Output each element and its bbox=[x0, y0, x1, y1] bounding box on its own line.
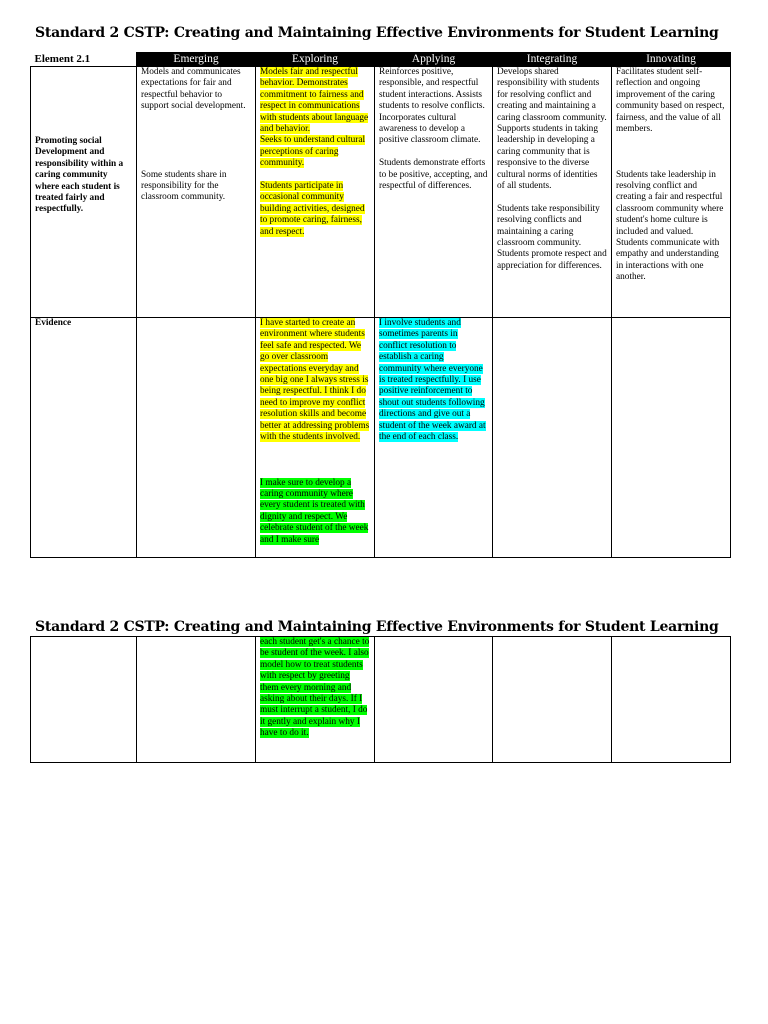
rubric-table bbox=[30, 52, 731, 558]
evidence-applying: I involve students and sometimes parents in conflict resolution to establish a caring community where everyone is treated respectfully. I use positive reinforcement to shout out students following directions and give out a student of the week award at the end of each class. bbox=[379, 318, 486, 443]
evidence-applying-cell bbox=[375, 318, 493, 558]
exploring-text-2: Seeks to understand cultural perceptions of caring community. bbox=[260, 135, 366, 169]
column-emerging: Emerging bbox=[137, 53, 256, 67]
cont-exploring-cell bbox=[256, 637, 375, 763]
integrating-cell bbox=[493, 67, 612, 318]
cont-stub-cell bbox=[31, 637, 137, 763]
emerging-cell bbox=[137, 67, 256, 318]
emerging-text-1: Models and communicates expectations for fair and respectful behavior to support social development. bbox=[141, 67, 246, 112]
continuation-row bbox=[31, 637, 731, 763]
element-label: Element 2.1 bbox=[31, 53, 137, 67]
applying-text-3: Students demonstrate efforts to be positive, accepting, and respectful of differences. bbox=[379, 158, 488, 192]
column-integrating: Integrating bbox=[493, 53, 612, 67]
column-innovating: Innovating bbox=[612, 53, 731, 67]
applying-text-1: Reinforces positive, responsible, and respectful student interactions. Assists students to resolve conflicts. bbox=[379, 67, 485, 112]
element-description: Promoting social Development and responsibility within a caring community where each student is treated fairly and respectfully. bbox=[35, 136, 124, 215]
applying-text-2: Incorporates cultural awareness to develop a positive classroom climate. bbox=[379, 112, 481, 146]
header-row bbox=[31, 53, 731, 67]
exploring-text-1: Models fair and respectful behavior. Demonstrates commitment to fairness and respect in communications with students about language and behavior. bbox=[260, 67, 369, 135]
exploring-text-3: Students participate in occasional community building activities, designed to promote caring, fairness, and respect. bbox=[260, 181, 365, 237]
integrating-text-1: Develops shared responsibility with students for resolving conflict and creating and maintaining a caring classroom community. bbox=[497, 67, 607, 123]
evidence-innovating-cell bbox=[612, 318, 731, 558]
integrating-text-3: Students take responsibility resolving conflicts and maintaining a caring classroom community. Students promote respect and appreciation for differences. bbox=[497, 203, 607, 271]
continuation-text: each student get's a chance to be student of the week. I also model how to treat students with respect by greeting them every morning and asking about their days. If I must interrupt a student, I do it gently and explain why I have to do it. bbox=[260, 637, 370, 739]
cont-applying-cell bbox=[375, 637, 493, 763]
cont-integrating-cell bbox=[493, 637, 612, 763]
applying-cell bbox=[375, 67, 493, 318]
continuation-title: Standard 2 CSTP: Creating and Maintaining Effective Environments for Student Learning bbox=[35, 619, 719, 635]
evidence-integrating-cell bbox=[493, 318, 612, 558]
emerging-text-2: Some students share in responsibility for the classroom community. bbox=[141, 169, 227, 203]
innovating-text-1: Facilitates student self-reflection and ongoing improvement of the caring community based on respect, fairness, and the value of all members. bbox=[616, 67, 725, 135]
continuation-table bbox=[30, 636, 731, 763]
innovating-text-2: Students take leadership in resolving conflict and creating a fair and respectful classroom community where student's home culture is included and valued. Students communicate with empathy and understanding in interactions with one another. bbox=[616, 169, 724, 283]
evidence-emerging-cell bbox=[137, 318, 256, 558]
evidence-exploring-2: I make sure to develop a caring community where every student is treated with dignity and respect. We celebrate student of the week and I make sure bbox=[260, 477, 369, 545]
column-applying: Applying bbox=[375, 53, 493, 67]
page-title: Standard 2 CSTP: Creating and Maintaining Effective Environments for Student Learning bbox=[35, 25, 719, 41]
cont-emerging-cell bbox=[137, 637, 256, 763]
integrating-text-2: Supports students in taking leadership in developing a caring community that is responsive to the diverse cultural norms of identities of all students. bbox=[497, 124, 598, 192]
element-description-cell bbox=[31, 67, 137, 318]
exploring-cell bbox=[256, 67, 375, 318]
evidence-exploring-1: I have started to create an environment where students feel safe and respected. We go over classroom expectations everyday and one big one I always stress is being respectful. I think I do need to improve my conflict resolution skills and become better at addressing problems with the students involved. bbox=[260, 318, 370, 443]
column-exploring: Exploring bbox=[256, 53, 375, 67]
evidence-exploring-cell bbox=[256, 318, 375, 558]
criteria-row bbox=[31, 67, 731, 318]
evidence-row bbox=[31, 318, 731, 558]
cont-innovating-cell bbox=[612, 637, 731, 763]
innovating-cell bbox=[612, 67, 731, 318]
evidence-label: Evidence bbox=[31, 318, 137, 558]
